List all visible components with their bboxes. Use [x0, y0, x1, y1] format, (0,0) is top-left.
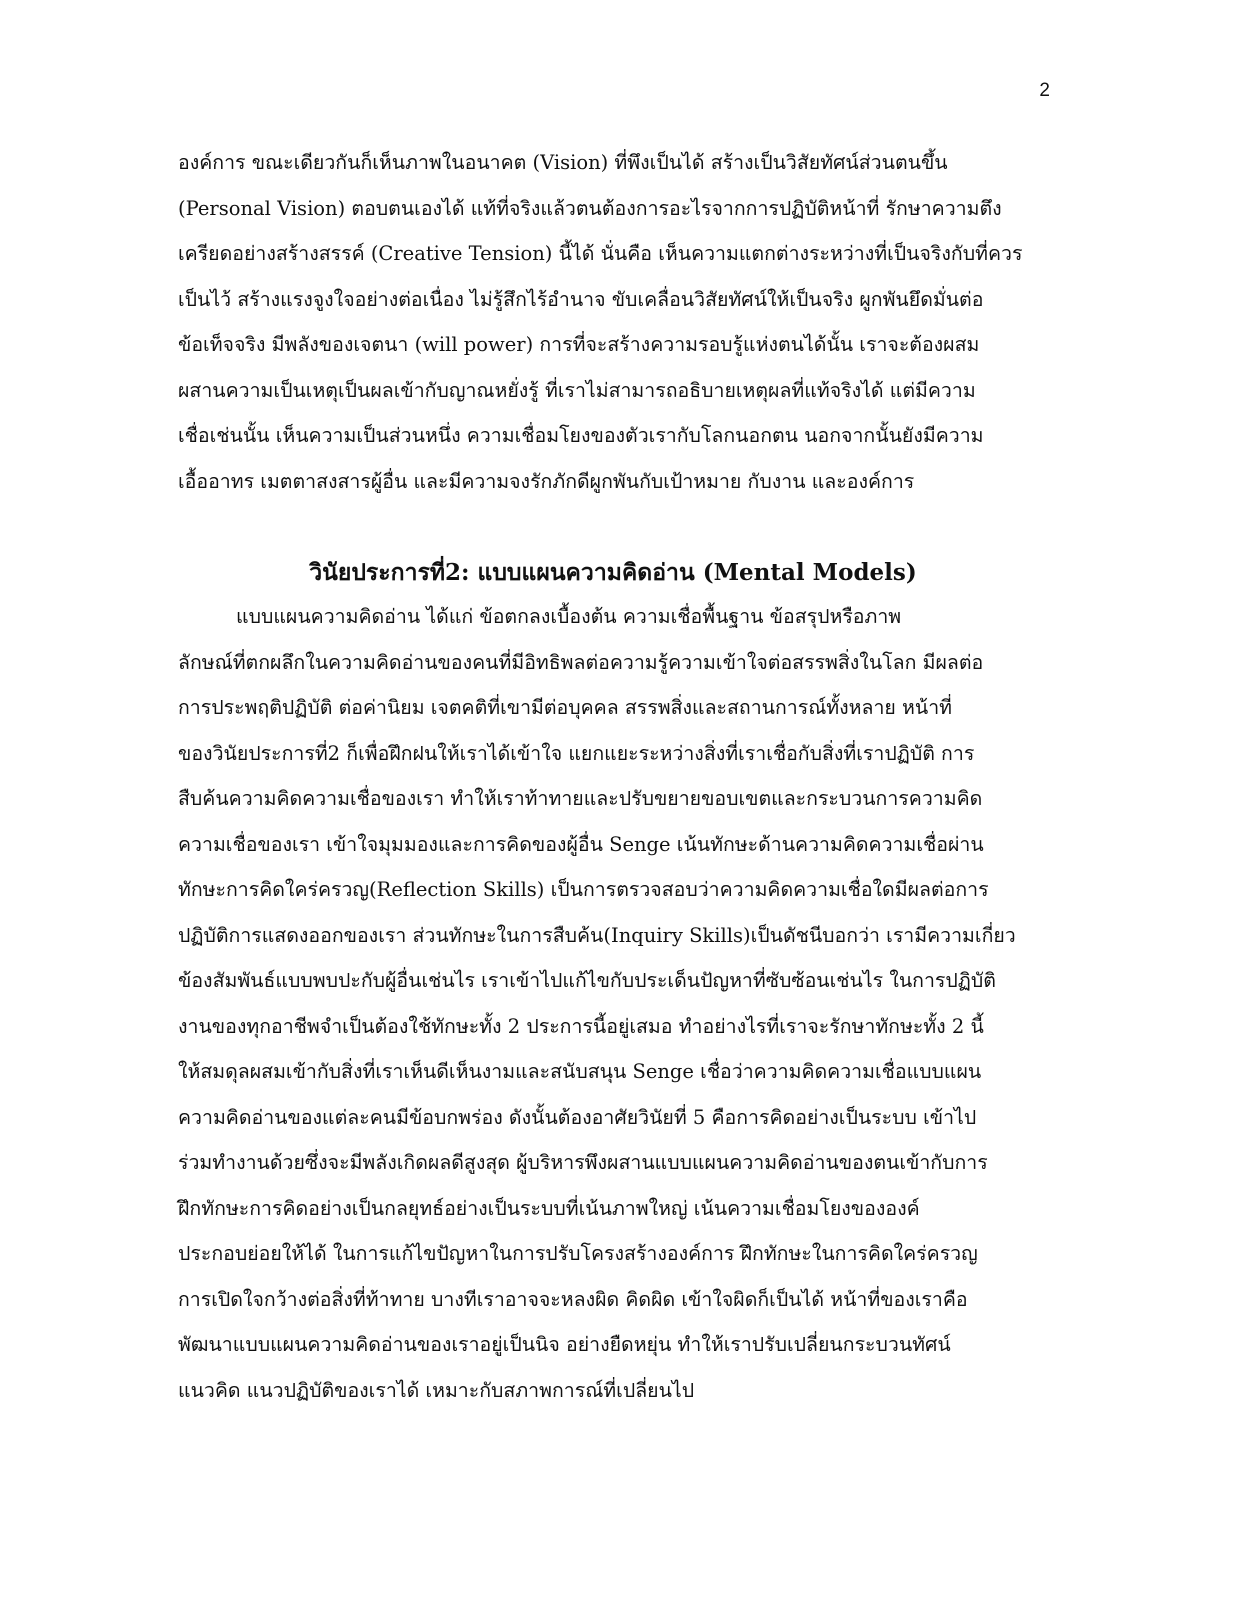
text-line: แบบแผนความคิดอ่าน ได้แก่ ข้อตกลงเบื้องต้น ความเชื่อพื้นฐาน ข้อสรุปหรือภาพ: [236, 605, 902, 628]
paragraph-mental-models: [178, 594, 1048, 1413]
page-number: 2: [1039, 80, 1050, 101]
text-line: ของวินัยประการที่2 ก็เพื่อฝึกฝนให้เราได้เข้าใจ แยกแยะระหว่างสิ่งที่เราเชื่อกับสิ่งที่เราปฏิบัติ การ: [178, 741, 975, 765]
text-line: ผสานความเป็นเหตุเป็นผลเข้ากับญาณหยั่งรู้ ที่เราไม่สามารถอธิบายเหตุผลที่แท้จริงได้ แต่มีความ: [178, 378, 976, 402]
paragraph-personal-mastery: [178, 140, 1048, 504]
text-line: งานของทุกอาชีพจำเป็นต้องใช้ทักษะทั้ง 2 ประการนี้อยู่เสมอ ทำอย่างไรที่เราจะรักษาทักษะทั้ง 2 นี้: [178, 1014, 984, 1038]
text-line: ฝึกทักษะการคิดอย่างเป็นกลยุทธ์อย่างเป็นระบบที่เน้นภาพใหญ่ เน้นความเชื่อมโยงขององค์: [178, 1196, 920, 1220]
text-line: พัฒนาแบบแผนความคิดอ่านของเราอยู่เป็นนิจ อย่างยืดหยุ่น ทำให้เราปรับเปลี่ยนกระบวนทัศน์: [178, 1333, 951, 1356]
text-line: ความเชื่อของเรา เข้าใจมุมมองและการคิดของผู้อื่น Senge เน้นทักษะด้านความคิดความเชื่อผ่าน: [178, 832, 984, 856]
text-line: ปฏิบัติการแสดงออกของเรา ส่วนทักษะในการสืบค้น(Inquiry Skills)เป็นดัชนีบอกว่า เรามีความเกี่ยว: [178, 923, 1016, 947]
text-line: ร่วมทำงานด้วยซึ่งจะมีพลังเกิดผลดีสูงสุด ผู้บริหารพึงผสานแบบแผนความคิดอ่านของตนเข้ากับการ: [178, 1151, 988, 1174]
text-line: การประพฤติปฏิบัติ ต่อค่านิยม เจตคติที่เขามีต่อบุคคล สรรพสิ่งและสถานการณ์ทั้งหลาย หน้าที่: [178, 696, 953, 719]
text-line: สืบค้นความคิดความเชื่อของเรา ทำให้เราท้าทายและปรับขยายขอบเขตและกระบวนการความคิด: [178, 787, 983, 810]
text-line: (Personal Vision) ตอบตนเองได้ แท้ที่จริงแล้วตนต้องการอะไรจากการปฏิบัติหน้าที่ รักษาความตึง: [178, 196, 1002, 220]
text-line: แนวคิด แนวปฏิบัติของเราได้ เหมาะกับสภาพการณ์ที่เปลี่ยนไป: [178, 1378, 695, 1402]
text-line: เครียดอย่างสร้างสรรค์ (Creative Tension) นี้ได้ นั่นคือ เห็นความแตกต่างระหว่างที่เป็นจริงกับที่ควร: [178, 242, 1023, 265]
text-line: ให้สมดุลผสมเข้ากับสิ่งที่เราเห็นดีเห็นงามและสนับสนุน Senge เชื่อว่าความคิดความเชื่อแบบแผน: [178, 1060, 982, 1083]
section-heading: วินัยประการที่2: แบบแผนความคิดอ่าน (Mental Models): [309, 559, 917, 586]
text-line: ลักษณ์ที่ตกผลึกในความคิดอ่านของคนที่มีอิทธิพลต่อความรู้ความเข้าใจต่อสรรพสิ่งในโลก มีผลต่อ: [178, 650, 984, 674]
text-line: ข้อเท็จจริง มีพลังของเจตนา (will power) การที่จะสร้างความรอบรู้แห่งตนได้นั้น เราจะต้องผสม: [178, 333, 980, 356]
text-line: ความคิดอ่านของแต่ละคนมีข้อบกพร่อง ดังนั้นต้องอาศัยวินัยที่ 5 คือการคิดอย่างเป็นระบบ เข้าไป: [178, 1105, 977, 1129]
text-line: ประกอบย่อยให้ได้ ในการแก้ไขปัญหาในการปรับโครงสร้างองค์การ ฝึกทักษะในการคิดใคร่ครวญ: [178, 1242, 978, 1265]
text-line: ทักษะการคิดใคร่ครวญ(Reflection Skills) เป็นการตรวจสอบว่าความคิดความเชื่อใดมีผลต่อการ: [178, 878, 989, 901]
text-line: เอื้ออาทร เมตตาสงสารผู้อื่น และมีความจงรักภักดีผูกพันกับเป้าหมาย กับงาน และองค์การ: [178, 469, 915, 493]
text-line: ข้องสัมพันธ์แบบพบปะกับผู้อื่นเช่นไร เราเข้าไปแก้ไขกับประเด็นปัญหาที่ซับซ้อนเช่นไร ในการปฏิบัติ: [178, 969, 996, 992]
text-line: องค์การ ขณะเดียวกันก็เห็นภาพในอนาคต (Vision) ที่พึงเป็นได้ สร้างเป็นวิสัยทัศน์ส่วนตนขึ้น: [178, 151, 948, 174]
text-line: การเปิดใจกว้างต่อสิ่งที่ท้าทาย บางทีเราอาจจะหลงผิด คิดผิด เข้าใจผิดก็เป็นได้ หน้าที่ของเราคือ: [178, 1287, 968, 1311]
text-line: เชื่อเช่นนั้น เห็นความเป็นส่วนหนึ่ง ความเชื่อมโยงของตัวเรากับโลกนอกตน นอกจากนั้นยังมีความ: [178, 424, 984, 447]
text-line: เป็นไว้ สร้างแรงจูงใจอย่างต่อเนื่อง ไม่รู้สึกไร้อำนาจ ขับเคลื่อนวิสัยทัศน์ให้เป็นจริง ผูกพันยึดมั่นต่อ: [178, 287, 984, 311]
